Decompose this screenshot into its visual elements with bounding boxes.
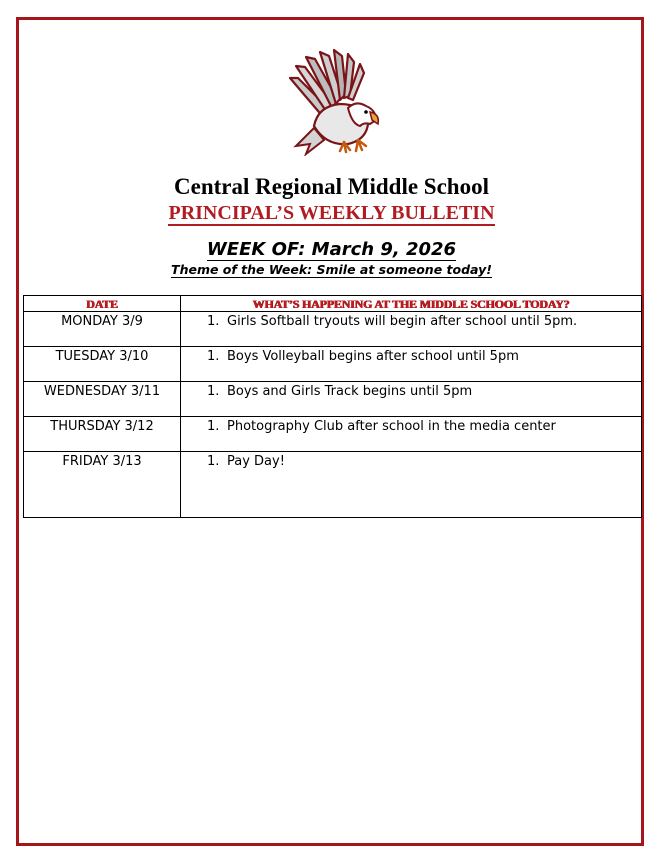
events-column-header: WHAT’S HAPPENING AT THE MIDDLE SCHOOL TODAY? — [181, 296, 642, 312]
event-text: Boys and Girls Track begins until 5pm — [227, 384, 473, 399]
table-header-row — [24, 296, 642, 312]
row-event — [181, 382, 642, 417]
theme-of-week — [0, 262, 663, 278]
table-row — [24, 382, 642, 417]
eagle-mascot-icon — [284, 48, 384, 156]
bulletin-title — [0, 201, 663, 225]
row-event — [181, 417, 642, 452]
row-date: WEDNESDAY 3/11 — [24, 382, 181, 417]
event-number: 1. — [207, 314, 220, 329]
row-date: THURSDAY 3/12 — [24, 417, 181, 452]
event-number: 1. — [207, 454, 220, 469]
event-number: 1. — [207, 419, 220, 434]
event-text: Girls Softball tryouts will begin after school until 5pm. — [227, 314, 578, 329]
theme-text: Theme of the Week: Smile at someone today! — [171, 262, 492, 277]
table-row — [24, 347, 642, 382]
row-date: FRIDAY 3/13 — [24, 452, 181, 518]
date-column-header: DATE — [24, 296, 181, 312]
bulletin-title-text: PRINCIPAL’S WEEKLY BULLETIN — [168, 202, 495, 224]
row-event — [181, 452, 642, 518]
row-date: TUESDAY 3/10 — [24, 347, 181, 382]
event-text: Photography Club after school in the media center — [227, 419, 556, 434]
school-name: Central Regional Middle School — [174, 174, 489, 199]
table-row — [24, 452, 642, 518]
row-date: MONDAY 3/9 — [24, 312, 181, 347]
week-of-text: WEEK OF: March 9, 2026 — [206, 239, 457, 260]
schedule-table — [23, 295, 642, 518]
event-number: 1. — [207, 349, 220, 364]
row-event — [181, 347, 642, 382]
row-event — [181, 312, 642, 347]
week-of-heading — [0, 239, 663, 261]
event-text: Boys Volleyball begins after school until 5pm — [227, 349, 519, 364]
table-row — [24, 417, 642, 452]
event-number: 1. — [207, 384, 220, 399]
event-text: Pay Day! — [227, 454, 285, 469]
table-row — [24, 312, 642, 347]
